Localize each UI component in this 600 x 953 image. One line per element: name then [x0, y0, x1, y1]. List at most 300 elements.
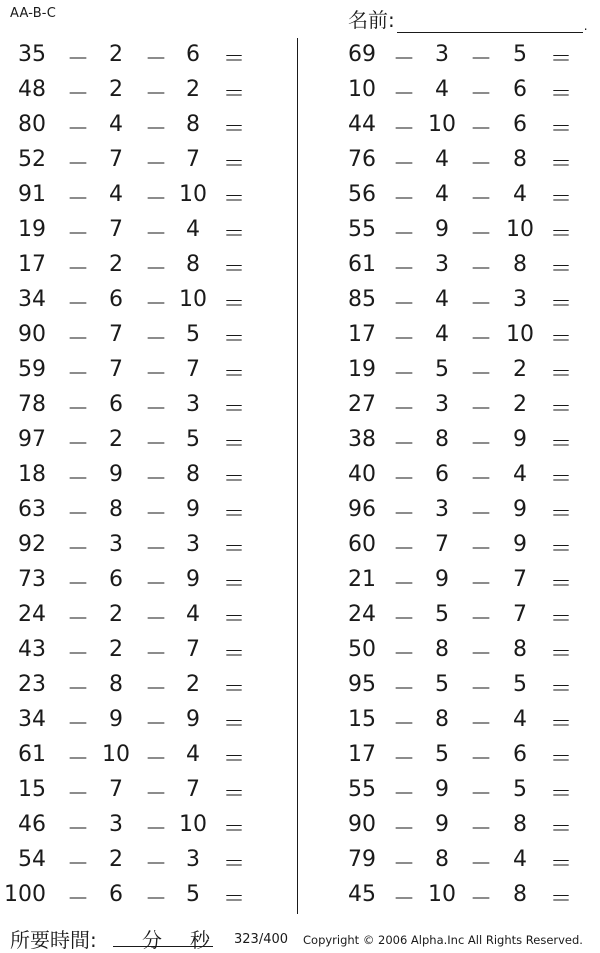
problem-row: [330, 283, 600, 318]
minus-sign: －: [393, 782, 416, 807]
subtrahend-1: 8: [109, 672, 123, 697]
problem-row: [0, 73, 290, 108]
minus-sign: －: [145, 222, 168, 247]
minus-sign: －: [67, 397, 90, 422]
subtrahend-2: 5: [186, 882, 200, 907]
problem-row: [330, 633, 600, 668]
subtrahend-1: 3: [435, 42, 449, 67]
subtrahend-2: 7: [513, 602, 527, 627]
subtrahend-1: 4: [435, 147, 449, 172]
minuend: 40: [348, 462, 376, 487]
minus-sign: －: [470, 432, 493, 457]
equals-sign: ＝: [549, 432, 572, 457]
minus-sign: －: [470, 747, 493, 772]
problem-row: [330, 738, 600, 773]
minus-sign: －: [393, 467, 416, 492]
problem-row: [330, 318, 600, 353]
subtrahend-2: 3: [186, 392, 200, 417]
subtrahend-1: 4: [109, 182, 123, 207]
problem-row: [330, 563, 600, 598]
equals-sign: ＝: [549, 712, 572, 737]
subtrahend-2: 2: [513, 357, 527, 382]
minuend: 80: [18, 112, 46, 137]
minus-sign: －: [145, 467, 168, 492]
subtrahend-1: 7: [109, 777, 123, 802]
equals-sign: ＝: [222, 257, 245, 282]
minus-sign: －: [393, 257, 416, 282]
equals-sign: ＝: [222, 607, 245, 632]
minuend: 92: [18, 532, 46, 557]
minuend: 21: [348, 567, 376, 592]
problem-row: [330, 178, 600, 213]
minuend: 45: [348, 882, 376, 907]
minus-sign: －: [67, 432, 90, 457]
equals-sign: ＝: [222, 82, 245, 107]
minus-sign: －: [145, 607, 168, 632]
minus-sign: －: [470, 257, 493, 282]
minus-sign: －: [145, 572, 168, 597]
subtrahend-1: 3: [435, 252, 449, 277]
equals-sign: ＝: [549, 817, 572, 842]
subtrahend-1: 10: [102, 742, 130, 767]
minus-sign: －: [67, 712, 90, 737]
subtrahend-2: 4: [186, 742, 200, 767]
subtrahend-2: 5: [186, 322, 200, 347]
subtrahend-2: 6: [186, 42, 200, 67]
problem-row: [0, 808, 290, 843]
minus-sign: －: [470, 47, 493, 72]
subtrahend-2: 3: [513, 287, 527, 312]
equals-sign: ＝: [549, 152, 572, 177]
subtrahend-1: 5: [435, 602, 449, 627]
minus-sign: －: [470, 152, 493, 177]
subtrahend-1: 2: [109, 77, 123, 102]
minus-sign: －: [145, 257, 168, 282]
minus-sign: －: [67, 572, 90, 597]
subtrahend-2: 9: [513, 532, 527, 557]
subtrahend-1: 6: [109, 567, 123, 592]
minuend: 59: [18, 357, 46, 382]
subtrahend-2: 6: [513, 742, 527, 767]
subtrahend-2: 4: [513, 847, 527, 872]
subtrahend-2: 2: [186, 672, 200, 697]
minus-sign: －: [470, 502, 493, 527]
subtrahend-2: 5: [513, 672, 527, 697]
subtrahend-2: 2: [186, 77, 200, 102]
minuend: 10: [348, 77, 376, 102]
equals-sign: ＝: [222, 502, 245, 527]
minus-sign: －: [393, 642, 416, 667]
equals-sign: ＝: [549, 292, 572, 317]
minus-sign: －: [145, 537, 168, 562]
minus-sign: －: [145, 292, 168, 317]
minuend: 54: [18, 847, 46, 872]
equals-sign: ＝: [222, 152, 245, 177]
equals-sign: ＝: [549, 537, 572, 562]
subtrahend-2: 3: [186, 532, 200, 557]
subtrahend-2: 10: [506, 322, 534, 347]
minus-sign: －: [67, 782, 90, 807]
minus-sign: －: [145, 712, 168, 737]
problem-row: [0, 878, 290, 913]
minus-sign: －: [393, 887, 416, 912]
subtrahend-1: 7: [109, 357, 123, 382]
minus-sign: －: [470, 642, 493, 667]
minuend: 76: [348, 147, 376, 172]
problem-row: [0, 353, 290, 388]
subtrahend-1: 3: [435, 392, 449, 417]
problem-row: [330, 703, 600, 738]
subtrahend-2: 5: [513, 777, 527, 802]
minus-sign: －: [67, 117, 90, 142]
subtrahend-2: 4: [513, 707, 527, 732]
subtrahend-2: 2: [513, 392, 527, 417]
equals-sign: ＝: [222, 47, 245, 72]
subtrahend-2: 10: [179, 812, 207, 837]
problem-row: [0, 773, 290, 808]
minus-sign: －: [470, 572, 493, 597]
minus-sign: －: [470, 817, 493, 842]
minus-sign: －: [393, 327, 416, 352]
minus-sign: －: [393, 712, 416, 737]
minuend: 85: [348, 287, 376, 312]
problem-row: [0, 738, 290, 773]
subtrahend-2: 8: [186, 462, 200, 487]
minuend: 17: [18, 252, 46, 277]
minus-sign: －: [67, 887, 90, 912]
minus-sign: －: [470, 82, 493, 107]
problem-row: [0, 38, 290, 73]
minus-sign: －: [393, 187, 416, 212]
minus-sign: －: [145, 362, 168, 387]
equals-sign: ＝: [549, 747, 572, 772]
minus-sign: －: [393, 117, 416, 142]
equals-sign: ＝: [222, 537, 245, 562]
problem-row: [330, 248, 600, 283]
minus-sign: －: [393, 47, 416, 72]
minus-sign: －: [145, 432, 168, 457]
minuend: 34: [18, 287, 46, 312]
subtrahend-2: 4: [513, 462, 527, 487]
minus-sign: －: [145, 887, 168, 912]
subtrahend-2: 9: [513, 427, 527, 452]
worksheet-code: AA-B-C: [10, 6, 56, 21]
equals-sign: ＝: [549, 397, 572, 422]
equals-sign: ＝: [549, 82, 572, 107]
minutes-label: 分: [142, 928, 162, 952]
problem-row: [330, 353, 600, 388]
equals-sign: ＝: [222, 222, 245, 247]
minuend: 50: [348, 637, 376, 662]
equals-sign: ＝: [549, 362, 572, 387]
minus-sign: －: [145, 152, 168, 177]
subtrahend-1: 2: [109, 42, 123, 67]
problem-row: [0, 668, 290, 703]
minus-sign: －: [145, 47, 168, 72]
minuend: 91: [18, 182, 46, 207]
equals-sign: ＝: [222, 747, 245, 772]
minus-sign: －: [470, 222, 493, 247]
equals-sign: ＝: [549, 677, 572, 702]
right-problem-column: [330, 38, 600, 913]
minuend: 17: [348, 742, 376, 767]
problem-row: [0, 283, 290, 318]
minuend: 48: [18, 77, 46, 102]
minus-sign: －: [145, 397, 168, 422]
subtrahend-2: 6: [513, 112, 527, 137]
minuend: 90: [348, 812, 376, 837]
minus-sign: －: [145, 82, 168, 107]
subtrahend-1: 10: [428, 112, 456, 137]
subtrahend-2: 9: [513, 497, 527, 522]
subtrahend-1: 4: [109, 112, 123, 137]
minuend: 24: [18, 602, 46, 627]
subtrahend-2: 5: [513, 42, 527, 67]
minuend: 90: [18, 322, 46, 347]
problem-row: [330, 668, 600, 703]
problem-row: [0, 143, 290, 178]
minus-sign: －: [67, 747, 90, 772]
subtrahend-1: 9: [109, 707, 123, 732]
equals-sign: ＝: [549, 467, 572, 492]
problem-row: [330, 458, 600, 493]
page-number: 323/400: [234, 932, 289, 947]
subtrahend-2: 5: [186, 427, 200, 452]
problem-row: [330, 143, 600, 178]
minus-sign: －: [470, 292, 493, 317]
minus-sign: －: [393, 292, 416, 317]
minus-sign: －: [145, 852, 168, 877]
minus-sign: －: [67, 362, 90, 387]
minus-sign: －: [67, 467, 90, 492]
subtrahend-2: 10: [506, 217, 534, 242]
name-end-dot: .: [583, 19, 588, 33]
minus-sign: －: [67, 152, 90, 177]
minuend: 78: [18, 392, 46, 417]
subtrahend-2: 4: [513, 182, 527, 207]
minus-sign: －: [470, 537, 493, 562]
subtrahend-1: 4: [435, 287, 449, 312]
problem-row: [330, 808, 600, 843]
minuend: 19: [18, 217, 46, 242]
subtrahend-2: 6: [513, 77, 527, 102]
subtrahend-1: 9: [435, 217, 449, 242]
minuend: 44: [348, 112, 376, 137]
minus-sign: －: [393, 852, 416, 877]
equals-sign: ＝: [549, 572, 572, 597]
footer: [10, 920, 590, 950]
subtrahend-1: 9: [435, 777, 449, 802]
minus-sign: －: [393, 152, 416, 177]
minus-sign: －: [470, 712, 493, 737]
minus-sign: －: [145, 782, 168, 807]
minus-sign: －: [393, 502, 416, 527]
subtrahend-1: 6: [435, 462, 449, 487]
minus-sign: －: [470, 362, 493, 387]
subtrahend-2: 4: [186, 217, 200, 242]
minuend: 15: [348, 707, 376, 732]
minus-sign: －: [67, 677, 90, 702]
minuend: 69: [348, 42, 376, 67]
subtrahend-1: 2: [109, 847, 123, 872]
column-divider: [297, 38, 298, 914]
problem-row: [330, 528, 600, 563]
subtrahend-1: 5: [435, 672, 449, 697]
subtrahend-2: 9: [186, 567, 200, 592]
minuend: 63: [18, 497, 46, 522]
subtrahend-1: 7: [109, 322, 123, 347]
subtrahend-2: 8: [513, 147, 527, 172]
subtrahend-2: 10: [179, 182, 207, 207]
subtrahend-1: 6: [109, 392, 123, 417]
equals-sign: ＝: [549, 502, 572, 527]
subtrahend-1: 8: [435, 847, 449, 872]
minuend: 55: [348, 217, 376, 242]
subtrahend-2: 4: [186, 602, 200, 627]
minuend: 15: [18, 777, 46, 802]
minuend: 46: [18, 812, 46, 837]
minuend: 27: [348, 392, 376, 417]
equals-sign: ＝: [222, 467, 245, 492]
equals-sign: ＝: [222, 572, 245, 597]
minus-sign: －: [393, 607, 416, 632]
minuend: 24: [348, 602, 376, 627]
minus-sign: －: [470, 677, 493, 702]
minus-sign: －: [393, 222, 416, 247]
problem-row: [0, 248, 290, 283]
minus-sign: －: [67, 537, 90, 562]
problem-row: [0, 633, 290, 668]
subtrahend-1: 2: [109, 427, 123, 452]
problem-row: [330, 38, 600, 73]
equals-sign: ＝: [549, 852, 572, 877]
equals-sign: ＝: [549, 607, 572, 632]
minus-sign: －: [67, 607, 90, 632]
minus-sign: －: [470, 187, 493, 212]
minus-sign: －: [393, 362, 416, 387]
minus-sign: －: [145, 327, 168, 352]
problem-row: [330, 388, 600, 423]
equals-sign: ＝: [549, 642, 572, 667]
subtrahend-1: 2: [109, 252, 123, 277]
left-problem-column: [0, 38, 290, 913]
problem-row: [0, 703, 290, 738]
minus-sign: －: [470, 852, 493, 877]
minuend: 38: [348, 427, 376, 452]
subtrahend-2: 8: [186, 112, 200, 137]
minus-sign: －: [470, 467, 493, 492]
subtrahend-2: 7: [186, 637, 200, 662]
minuend: 79: [348, 847, 376, 872]
minus-sign: －: [145, 502, 168, 527]
equals-sign: ＝: [222, 817, 245, 842]
minus-sign: －: [67, 817, 90, 842]
equals-sign: ＝: [222, 782, 245, 807]
subtrahend-1: 5: [435, 742, 449, 767]
minuend: 35: [18, 42, 46, 67]
subtrahend-1: 8: [435, 637, 449, 662]
minus-sign: －: [145, 747, 168, 772]
subtrahend-2: 8: [513, 637, 527, 662]
minuend: 55: [348, 777, 376, 802]
problem-row: [330, 73, 600, 108]
subtrahend-1: 9: [435, 567, 449, 592]
minus-sign: －: [393, 432, 416, 457]
name-label: 名前:: [348, 8, 395, 32]
subtrahend-2: 9: [186, 497, 200, 522]
subtrahend-2: 7: [513, 567, 527, 592]
minus-sign: －: [145, 677, 168, 702]
minus-sign: －: [393, 572, 416, 597]
subtrahend-1: 4: [435, 77, 449, 102]
subtrahend-1: 5: [435, 357, 449, 382]
minus-sign: －: [67, 257, 90, 282]
minuend: 97: [18, 427, 46, 452]
minus-sign: －: [67, 82, 90, 107]
subtrahend-2: 7: [186, 147, 200, 172]
problem-row: [0, 598, 290, 633]
problem-row: [330, 108, 600, 143]
equals-sign: ＝: [222, 887, 245, 912]
subtrahend-1: 10: [428, 882, 456, 907]
equals-sign: ＝: [222, 712, 245, 737]
minuend: 96: [348, 497, 376, 522]
minus-sign: －: [470, 887, 493, 912]
subtrahend-2: 7: [186, 357, 200, 382]
subtrahend-1: 9: [435, 812, 449, 837]
minus-sign: －: [67, 222, 90, 247]
subtrahend-1: 7: [109, 217, 123, 242]
subtrahend-1: 2: [109, 637, 123, 662]
subtrahend-1: 7: [109, 147, 123, 172]
minus-sign: －: [393, 747, 416, 772]
subtrahend-1: 3: [435, 497, 449, 522]
minus-sign: －: [67, 47, 90, 72]
problem-row: [330, 843, 600, 878]
subtrahend-1: 3: [109, 532, 123, 557]
equals-sign: ＝: [222, 187, 245, 212]
equals-sign: ＝: [222, 677, 245, 702]
problem-row: [0, 528, 290, 563]
equals-sign: ＝: [549, 782, 572, 807]
minus-sign: －: [470, 782, 493, 807]
equals-sign: ＝: [549, 887, 572, 912]
subtrahend-1: 8: [435, 707, 449, 732]
minus-sign: －: [393, 397, 416, 422]
name-blank-line: [397, 12, 583, 33]
problem-row: [330, 878, 600, 913]
minuend: 61: [18, 742, 46, 767]
subtrahend-1: 9: [109, 462, 123, 487]
minus-sign: －: [470, 607, 493, 632]
equals-sign: ＝: [549, 222, 572, 247]
equals-sign: ＝: [222, 362, 245, 387]
equals-sign: ＝: [549, 187, 572, 212]
equals-sign: ＝: [222, 117, 245, 142]
problem-row: [330, 493, 600, 528]
minuend: 95: [348, 672, 376, 697]
minuend: 56: [348, 182, 376, 207]
minus-sign: －: [67, 327, 90, 352]
seconds-label: 秒: [190, 928, 210, 952]
subtrahend-1: 2: [109, 602, 123, 627]
problem-row: [0, 563, 290, 598]
subtrahend-1: 4: [435, 182, 449, 207]
problem-row: [330, 598, 600, 633]
subtrahend-2: 7: [186, 777, 200, 802]
subtrahend-1: 8: [435, 427, 449, 452]
equals-sign: ＝: [549, 47, 572, 72]
